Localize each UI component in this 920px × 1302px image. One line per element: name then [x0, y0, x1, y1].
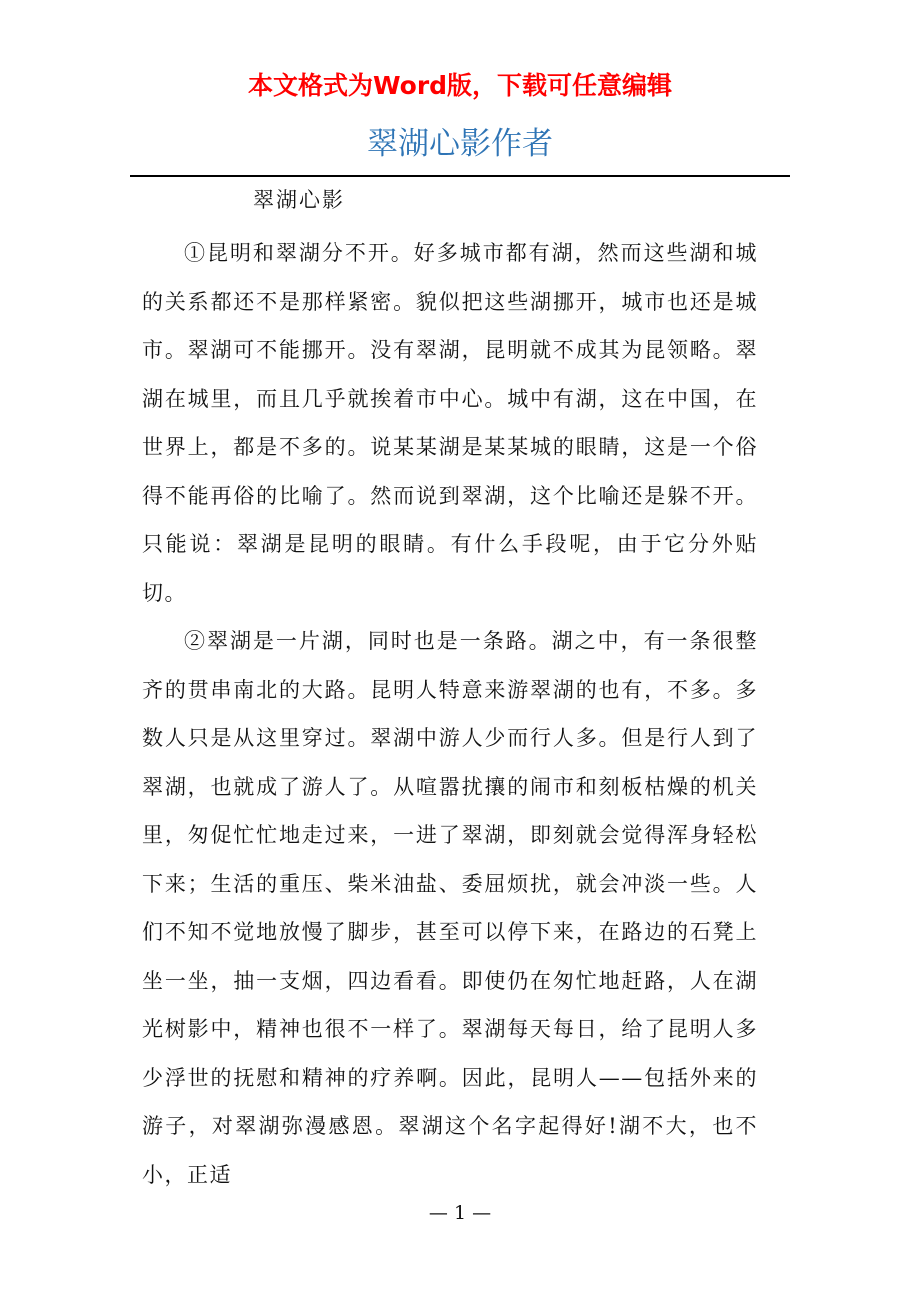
paragraph-1: ①昆明和翠湖分不开。好多城市都有湖，然而这些湖和城的关系都还不是那样紧密。貌似把这些湖挪开，城市也还是城市。翠湖可不能挪开。没有翠湖，昆明就不成其为昆领略。翠湖在城里，而且几乎就挨着市中心。城中有湖，这在中国，在世界上，都是不多的。说某某湖是某某城的眼睛，这是一个俗得不能再俗的比喻了。然而说到翠湖，这个比喻还是躲不开。只能说：翠湖是昆明的眼睛。有什么手段呢，由于它分外贴切。 [142, 241, 758, 605]
page-number: — 1 — [428, 1202, 492, 1224]
document-title: 翠湖心影作者 [367, 126, 553, 162]
format-banner: 本文格式为Word版，下载可任意编辑 [247, 71, 673, 100]
paragraph-2: ②翠湖是一片湖，同时也是一条路。湖之中，有一条很整齐的贯串南北的大路。昆明人特意来游翠湖的也有，不多。多数人只是从这里穿过。翠湖中游人少而行人多。但是行人到了翠湖，也就成了游人了。从喧嚣扰攘的闹市和刻板枯燥的机关里，匆促忙忙地走过来，一进了翠湖，即刻就会觉得浑身轻松下来；生活的重压、柴米油盐、委屈烦扰，就会冲淡一些。人们不知不觉地放慢了脚步，甚至可以停下来，在路边的石凳上坐一坐，抽一支烟，四边看看。即使仍在匆忙地赶路，人在湖光树影中，精神也很不一样了。翠湖每天每日，给了昆明人多少浮世的抚慰和精神的疗养啊。因此，昆明人——包括外来的游子，对翠湖弥漫感恩。翠湖这个名字起得好!湖不大，也不小，正适 [142, 629, 758, 1187]
title-divider [130, 175, 790, 177]
article-subtitle: 翠湖心影 [253, 188, 345, 212]
article-body [142, 229, 758, 1199]
